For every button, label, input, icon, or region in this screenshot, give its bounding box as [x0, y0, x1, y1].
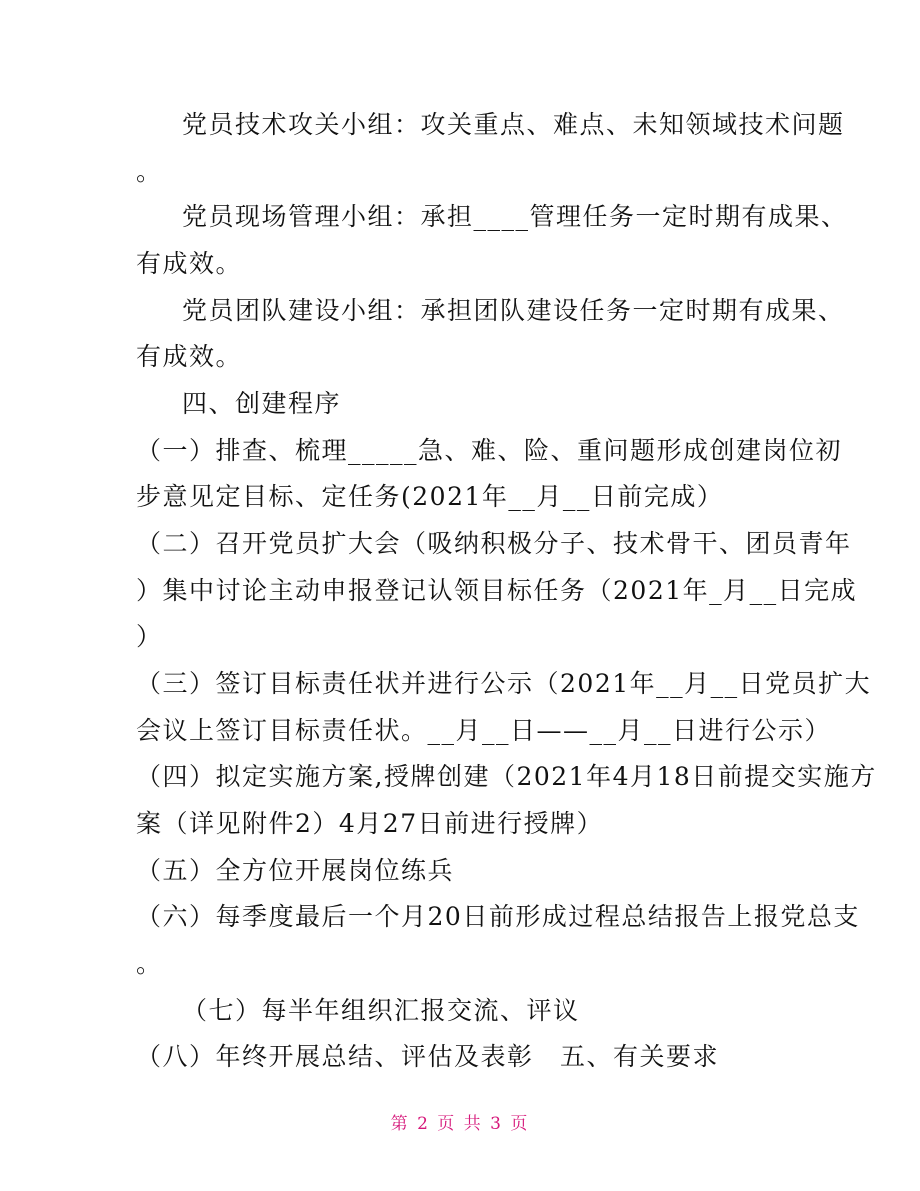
paragraph-line: 有成效。	[136, 249, 243, 278]
paragraph-line: （七）每半年组织汇报交流、评议	[182, 996, 580, 1025]
paragraph-line: （八）年终开展总结、评估及表彰 五、有关要求	[136, 1042, 720, 1071]
paragraph-line: （六）每季度最后一个月20日前形成过程总结报告上报党总支	[136, 902, 860, 931]
paragraph-line: ）集中讨论主动申报登记认领目标任务（2021年_月__日完成	[136, 576, 858, 605]
paragraph-line: 。	[136, 157, 163, 186]
page-number-footer: 第 2 页 共 3 页	[390, 1114, 530, 1134]
paragraph-line: 案（详见附件2）4月27日前进行授牌）	[136, 809, 604, 838]
paragraph-line: 党员技术攻关小组：攻关重点、难点、未知领域技术问题	[182, 110, 845, 139]
paragraph-line: （五）全方位开展岗位练兵	[136, 856, 455, 885]
paragraph-line: （四）拟定实施方案,授牌创建（2021年4月18日前提交实施方	[136, 762, 877, 791]
paragraph-line: 党员现场管理小组：承担____管理任务一定时期有成果、	[182, 202, 848, 231]
paragraph-line: （三）签订目标责任状并进行公示（2021年__月__日党员扩大	[136, 669, 872, 698]
paragraph-line: （二）召开党员扩大会（吸纳积极分子、技术骨干、团员青年	[136, 529, 852, 558]
paragraph-line: （一）排查、梳理_____急、难、险、重问题形成创建岗位初	[136, 436, 843, 465]
paragraph-line: 会议上签订目标责任状。__月__日——__月__日进行公示）	[136, 716, 832, 745]
paragraph-line: 党员团队建设小组：承担团队建设任务一定时期有成果、	[182, 296, 845, 325]
paragraph-line: 步意见定目标、定任务(2021年__月__日前完成）	[136, 482, 724, 511]
paragraph-line: ）	[136, 622, 163, 651]
paragraph-line: 有成效。	[136, 342, 243, 371]
paragraph-line: 。	[136, 949, 163, 978]
section-heading: 四、创建程序	[182, 389, 342, 418]
